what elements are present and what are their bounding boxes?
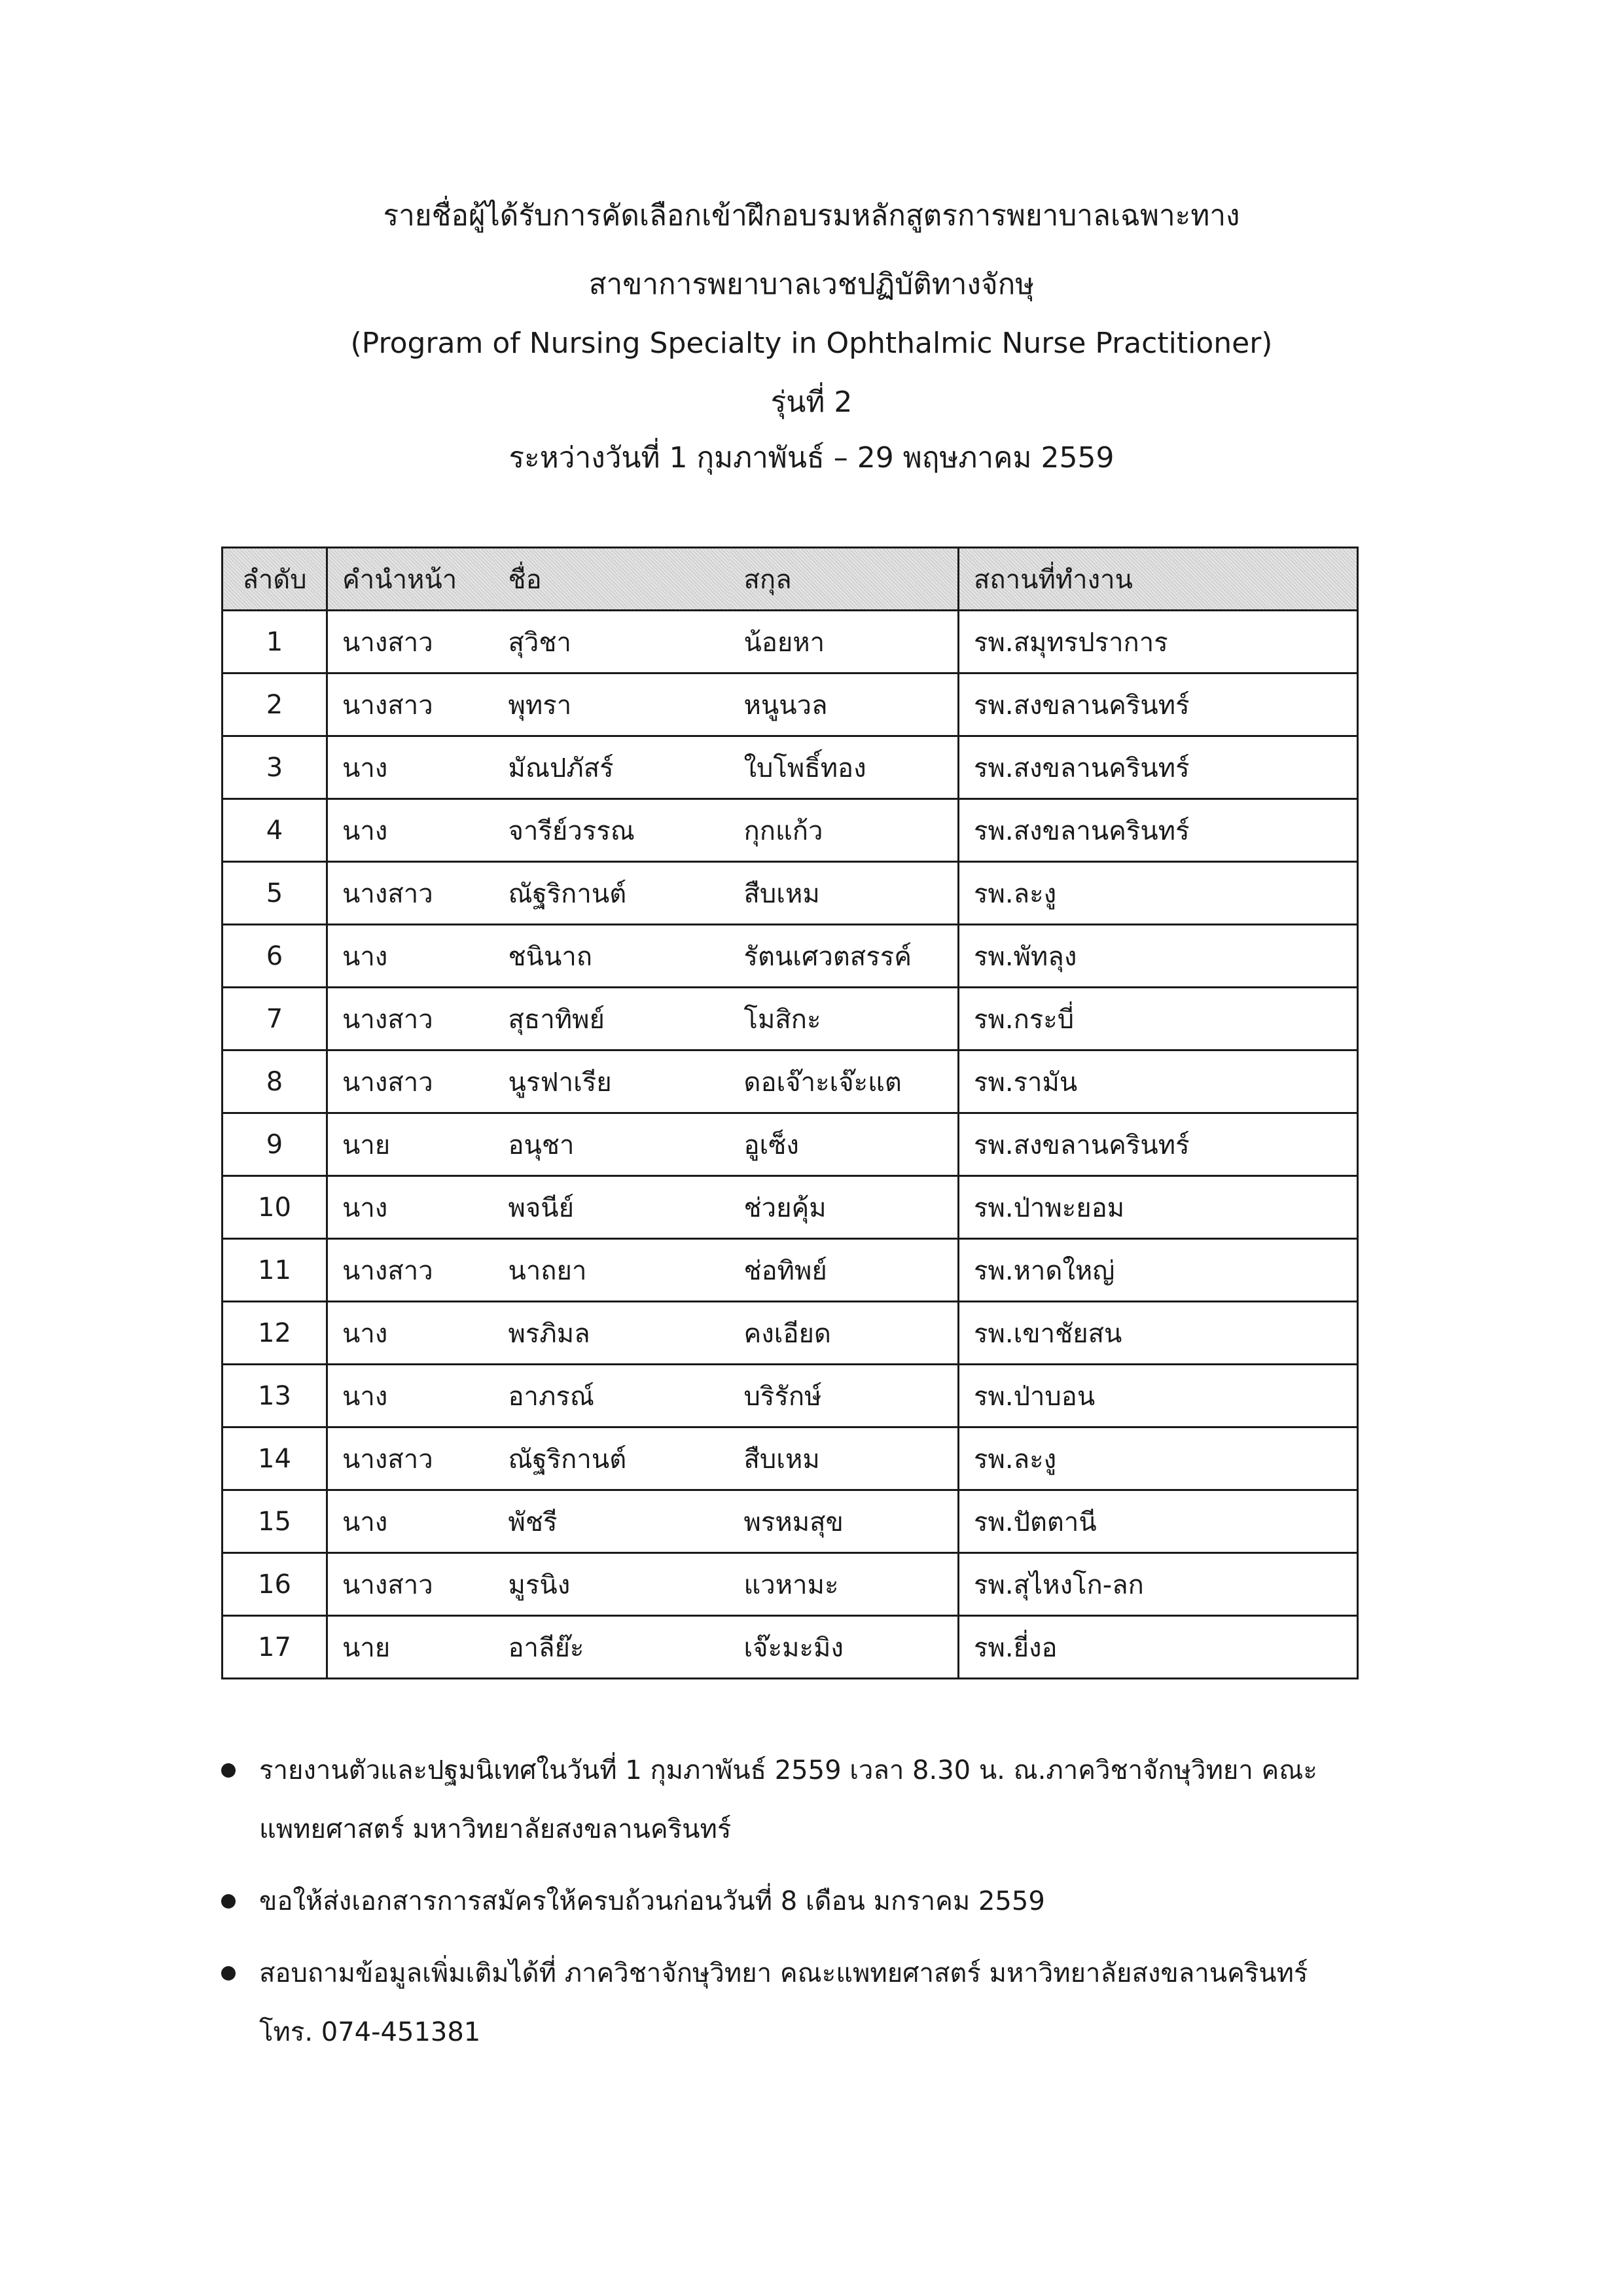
- cell-workplace: รพ.กระบี่: [959, 988, 1358, 1050]
- cell-last-name: ใบโพธิ์ทอง: [730, 736, 959, 799]
- cell-prefix: นางสาว: [327, 673, 494, 736]
- table-row: [223, 1302, 1358, 1365]
- table-row: [223, 862, 1358, 925]
- cell-order: 17: [223, 1616, 327, 1679]
- cell-first-name: ณัฐริกานต์: [494, 1427, 730, 1490]
- cell-last-name: อูเซ็ง: [730, 1113, 959, 1176]
- table-row: [223, 611, 1358, 673]
- note-item: [221, 1944, 1373, 2062]
- cell-workplace: รพ.สงขลานครินทร์: [959, 736, 1358, 799]
- cell-order: 2: [223, 673, 327, 736]
- table-row: [223, 1553, 1358, 1616]
- cell-prefix: นางสาว: [327, 611, 494, 673]
- cell-order: 7: [223, 988, 327, 1050]
- cell-order: 10: [223, 1176, 327, 1239]
- table-body: [223, 611, 1358, 1679]
- cell-first-name: พจนีย์: [494, 1176, 730, 1239]
- table-row: [223, 1050, 1358, 1113]
- cell-last-name: หนูนวล: [730, 673, 959, 736]
- cell-workplace: รพ.ยี่งอ: [959, 1616, 1358, 1679]
- cell-workplace: รพ.สมุทรปราการ: [959, 611, 1358, 673]
- cell-first-name: มูรนิง: [494, 1553, 730, 1616]
- table-header-row: [223, 548, 1358, 611]
- cell-last-name: คงเอียด: [730, 1302, 959, 1365]
- cell-order: 4: [223, 799, 327, 862]
- cell-first-name: ชนินาถ: [494, 925, 730, 988]
- cell-first-name: มัณปภัสร์: [494, 736, 730, 799]
- document-cohort-line: รุ่นที่ 2: [770, 386, 853, 419]
- table-row: [223, 1365, 1358, 1427]
- note-item: [221, 1741, 1373, 1859]
- cell-last-name: สืบเหม: [730, 862, 959, 925]
- cell-prefix: นางสาว: [327, 862, 494, 925]
- table-row: [223, 925, 1358, 988]
- cell-workplace: รพ.สงขลานครินทร์: [959, 799, 1358, 862]
- cell-last-name: ช่อทิพย์: [730, 1239, 959, 1302]
- note-text-continued: โทร. 074-451381: [259, 2017, 481, 2047]
- cell-order: 1: [223, 611, 327, 673]
- cell-last-name: บริรักษ์: [730, 1365, 959, 1427]
- cell-first-name: สุธาทิพย์: [494, 988, 730, 1050]
- cell-last-name: แวหามะ: [730, 1553, 959, 1616]
- cell-last-name: รัตนเศวตสรรค์: [730, 925, 959, 988]
- cell-prefix: นาง: [327, 1176, 494, 1239]
- cell-workplace: รพ.ละงู: [959, 862, 1358, 925]
- cell-workplace: รพ.พัทลุง: [959, 925, 1358, 988]
- cell-first-name: พุทรา: [494, 673, 730, 736]
- cell-prefix: นาย: [327, 1616, 494, 1679]
- cell-last-name: ช่วยคุ้ม: [730, 1176, 959, 1239]
- cell-order: 5: [223, 862, 327, 925]
- cell-prefix: นางสาว: [327, 988, 494, 1050]
- cell-workplace: รพ.หาดใหญ่: [959, 1239, 1358, 1302]
- column-header-last-name: สกุล: [730, 548, 959, 611]
- cell-order: 16: [223, 1553, 327, 1616]
- cell-workplace: รพ.สุไหงโก-ลก: [959, 1553, 1358, 1616]
- cell-workplace: รพ.สงขลานครินทร์: [959, 673, 1358, 736]
- cell-workplace: รพ.ป่าพะยอม: [959, 1176, 1358, 1239]
- cell-first-name: อนุชา: [494, 1113, 730, 1176]
- cell-prefix: นางสาว: [327, 1553, 494, 1616]
- table-row: [223, 1176, 1358, 1239]
- column-header-workplace: สถานที่ทำงาน: [959, 548, 1358, 611]
- cell-last-name: พรหมสุข: [730, 1490, 959, 1553]
- cell-last-name: โมสิกะ: [730, 988, 959, 1050]
- cell-workplace: รพ.ปัตตานี: [959, 1490, 1358, 1553]
- table-row: [223, 1490, 1358, 1553]
- cell-prefix: นางสาว: [327, 1427, 494, 1490]
- cell-order: 6: [223, 925, 327, 988]
- table-row: [223, 1239, 1358, 1302]
- notes-list: [221, 1741, 1373, 2075]
- cell-prefix: นาง: [327, 1365, 494, 1427]
- cell-last-name: น้อยหา: [730, 611, 959, 673]
- table-row: [223, 736, 1358, 799]
- cell-order: 9: [223, 1113, 327, 1176]
- table-row: [223, 988, 1358, 1050]
- cell-prefix: นางสาว: [327, 1050, 494, 1113]
- note-text: รายงานตัวและปฐมนิเทศในวันที่ 1 กุมภาพันธ์ 2559 เวลา 8.30 น. ณ.ภาควิชาจักษุวิทยา คณะ: [259, 1755, 1317, 1785]
- cell-order: 13: [223, 1365, 327, 1427]
- table-row: [223, 673, 1358, 736]
- cell-prefix: นาง: [327, 799, 494, 862]
- cell-prefix: นาง: [327, 1302, 494, 1365]
- cell-order: 14: [223, 1427, 327, 1490]
- note-item: [221, 1872, 1373, 1931]
- cell-last-name: ดอเจ๊าะเจ๊ะแต: [730, 1050, 959, 1113]
- cell-first-name: อาลีย๊ะ: [494, 1616, 730, 1679]
- bullet-icon: [221, 1763, 236, 1778]
- cell-prefix: นางสาว: [327, 1239, 494, 1302]
- document-title-line-1: รายชื่อผู้ได้รับการคัดเลือกเข้าฝึกอบรมหลักสูตรการพยาบาลเฉพาะทาง: [383, 199, 1240, 232]
- cell-order: 11: [223, 1239, 327, 1302]
- cell-workplace: รพ.ป่าบอน: [959, 1365, 1358, 1427]
- cell-first-name: พัชรี: [494, 1490, 730, 1553]
- cell-first-name: นาถยา: [494, 1239, 730, 1302]
- cell-order: 3: [223, 736, 327, 799]
- cell-first-name: จารีย์วรรณ: [494, 799, 730, 862]
- cell-workplace: รพ.สงขลานครินทร์: [959, 1113, 1358, 1176]
- bullet-icon: [221, 1966, 236, 1981]
- cell-last-name: สืบเหม: [730, 1427, 959, 1490]
- note-text: สอบถามข้อมูลเพิ่มเติมได้ที่ ภาควิชาจักษุวิทยา คณะแพทยศาสตร์ มหาวิทยาลัยสงขลานครินทร์: [259, 1958, 1308, 1988]
- cell-first-name: อาภรณ์: [494, 1365, 730, 1427]
- cell-first-name: นูรฟาเรีย: [494, 1050, 730, 1113]
- cell-workplace: รพ.รามัน: [959, 1050, 1358, 1113]
- cell-workplace: รพ.เขาชัยสน: [959, 1302, 1358, 1365]
- cell-prefix: นาง: [327, 925, 494, 988]
- table-row: [223, 1113, 1358, 1176]
- cell-first-name: พรภิมล: [494, 1302, 730, 1365]
- column-header-order: ลำดับ: [223, 548, 327, 611]
- cell-last-name: กุกแก้ว: [730, 799, 959, 862]
- table-row: [223, 1427, 1358, 1490]
- participant-table: [221, 547, 1359, 1679]
- cell-workplace: รพ.ละงู: [959, 1427, 1358, 1490]
- cell-first-name: สุวิชา: [494, 611, 730, 673]
- column-header-prefix: คำนำหน้า: [327, 548, 494, 611]
- cell-prefix: นาย: [327, 1113, 494, 1176]
- cell-last-name: เจ๊ะมะมิง: [730, 1616, 959, 1679]
- table-row: [223, 1616, 1358, 1679]
- column-header-first-name: ชื่อ: [494, 548, 730, 611]
- cell-prefix: นาง: [327, 1490, 494, 1553]
- bullet-icon: [221, 1894, 236, 1909]
- table-row: [223, 799, 1358, 862]
- document-title-line-3: (Program of Nursing Specialty in Ophthalmic Nurse Practitioner): [350, 327, 1273, 360]
- cell-prefix: นาง: [327, 736, 494, 799]
- document-date-range: ระหว่างวันที่ 1 กุมภาพันธ์ – 29 พฤษภาคม 2559: [508, 441, 1115, 475]
- cell-first-name: ณัฐริกานต์: [494, 862, 730, 925]
- document-title-line-2: สาขาการพยาบาลเวชปฏิบัติทางจักษุ: [588, 268, 1035, 301]
- note-text: ขอให้ส่งเอกสารการสมัครให้ครบถ้วนก่อนวันที่ 8 เดือน มกราคม 2559: [259, 1886, 1045, 1916]
- note-text-continued: แพทยศาสตร์ มหาวิทยาลัยสงขลานครินทร์: [259, 1814, 732, 1844]
- cell-order: 8: [223, 1050, 327, 1113]
- cell-order: 15: [223, 1490, 327, 1553]
- cell-order: 12: [223, 1302, 327, 1365]
